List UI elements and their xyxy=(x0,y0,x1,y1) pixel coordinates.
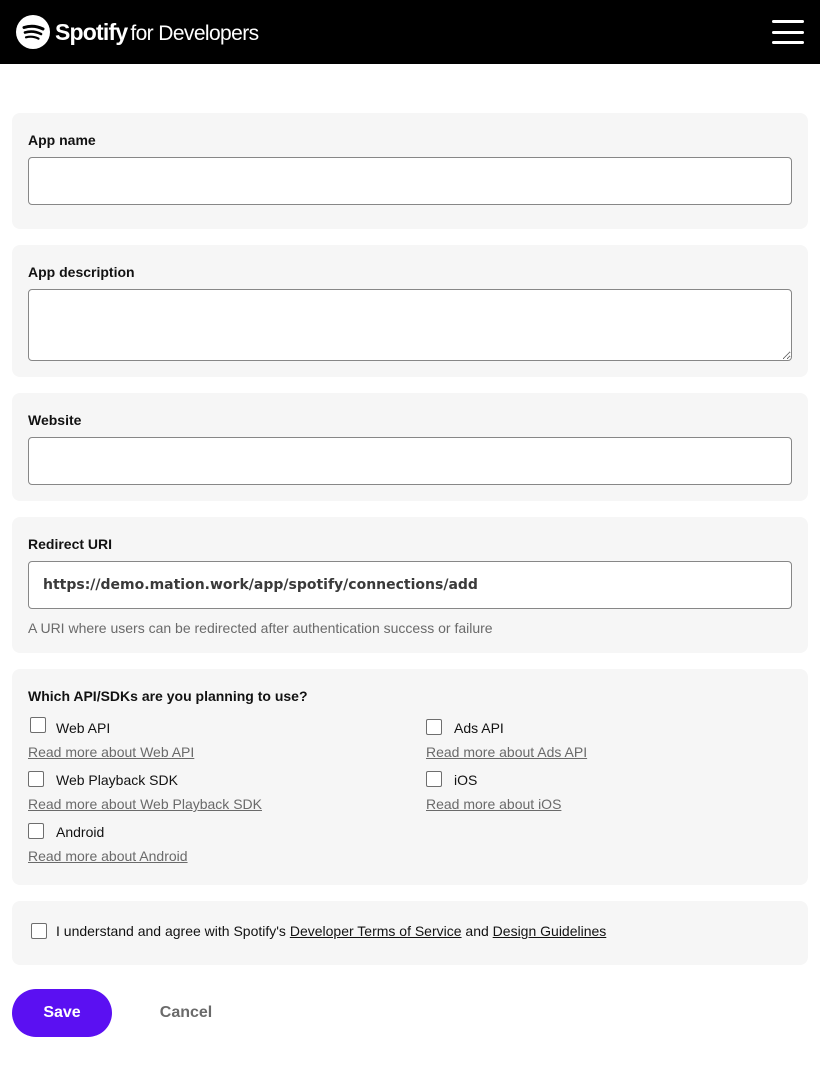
terms-checkbox[interactable] xyxy=(31,923,47,939)
menu-line xyxy=(772,31,804,34)
ios-checkbox[interactable] xyxy=(426,771,442,787)
ios-label: iOS xyxy=(454,772,478,788)
spotify-logo-icon xyxy=(16,15,50,49)
redirect-uri-label: Redirect URI xyxy=(28,536,113,552)
menu-line xyxy=(772,20,804,23)
menu-line xyxy=(772,41,804,44)
website-input[interactable] xyxy=(28,437,792,485)
app-name-input[interactable] xyxy=(28,157,792,205)
top-navbar xyxy=(0,0,820,64)
redirect-uri-section xyxy=(12,517,808,653)
app-name-label: App name xyxy=(28,132,96,148)
app-name-section xyxy=(12,113,808,229)
android-read-more-link[interactable]: Read more about Android xyxy=(28,848,188,864)
website-label: Website xyxy=(28,412,82,428)
api-sdk-section xyxy=(12,669,808,885)
web-api-read-more-link[interactable]: Read more about Web API xyxy=(28,744,195,760)
web-playback-sdk-read-more-link[interactable]: Read more about Web Playback SDK xyxy=(28,796,262,812)
ads-api-label: Ads API xyxy=(454,720,504,736)
brand-name: Spotify xyxy=(55,18,128,45)
app-description-section xyxy=(12,245,808,377)
web-api-label: Web API xyxy=(56,720,111,736)
web-playback-sdk-checkbox[interactable] xyxy=(28,771,44,787)
redirect-uri-input[interactable] xyxy=(28,561,792,609)
app-description-textarea[interactable] xyxy=(28,289,792,361)
ads-api-checkbox[interactable] xyxy=(426,719,442,735)
design-guidelines-link[interactable]: Design Guidelines xyxy=(492,923,607,939)
app-description-label: App description xyxy=(28,264,135,280)
hamburger-menu-icon[interactable] xyxy=(772,18,804,46)
android-label: Android xyxy=(56,824,105,840)
cancel-button[interactable]: Cancel xyxy=(159,1004,213,1021)
terms-connector: and xyxy=(465,923,489,939)
terms-section xyxy=(12,901,808,965)
android-checkbox[interactable] xyxy=(28,823,44,839)
web-api-checkbox[interactable] xyxy=(30,717,46,733)
developer-terms-link[interactable]: Developer Terms of Service xyxy=(289,923,462,939)
ios-read-more-link[interactable]: Read more about iOS xyxy=(426,796,562,812)
api-sdk-question: Which API/SDKs are you planning to use? xyxy=(28,688,308,704)
brand-subtitle: for Developers xyxy=(130,21,259,45)
spotify-developers-logo[interactable] xyxy=(16,15,259,49)
web-playback-sdk-label: Web Playback SDK xyxy=(56,772,178,788)
terms-text xyxy=(56,923,606,939)
ads-api-read-more-link[interactable]: Read more about Ads API xyxy=(426,744,588,760)
save-button[interactable]: Save xyxy=(12,989,112,1037)
terms-prefix: I understand and agree with Spotify's xyxy=(56,923,286,939)
website-section xyxy=(12,393,808,501)
redirect-uri-help: A URI where users can be redirected after authentication success or failure xyxy=(28,620,493,636)
